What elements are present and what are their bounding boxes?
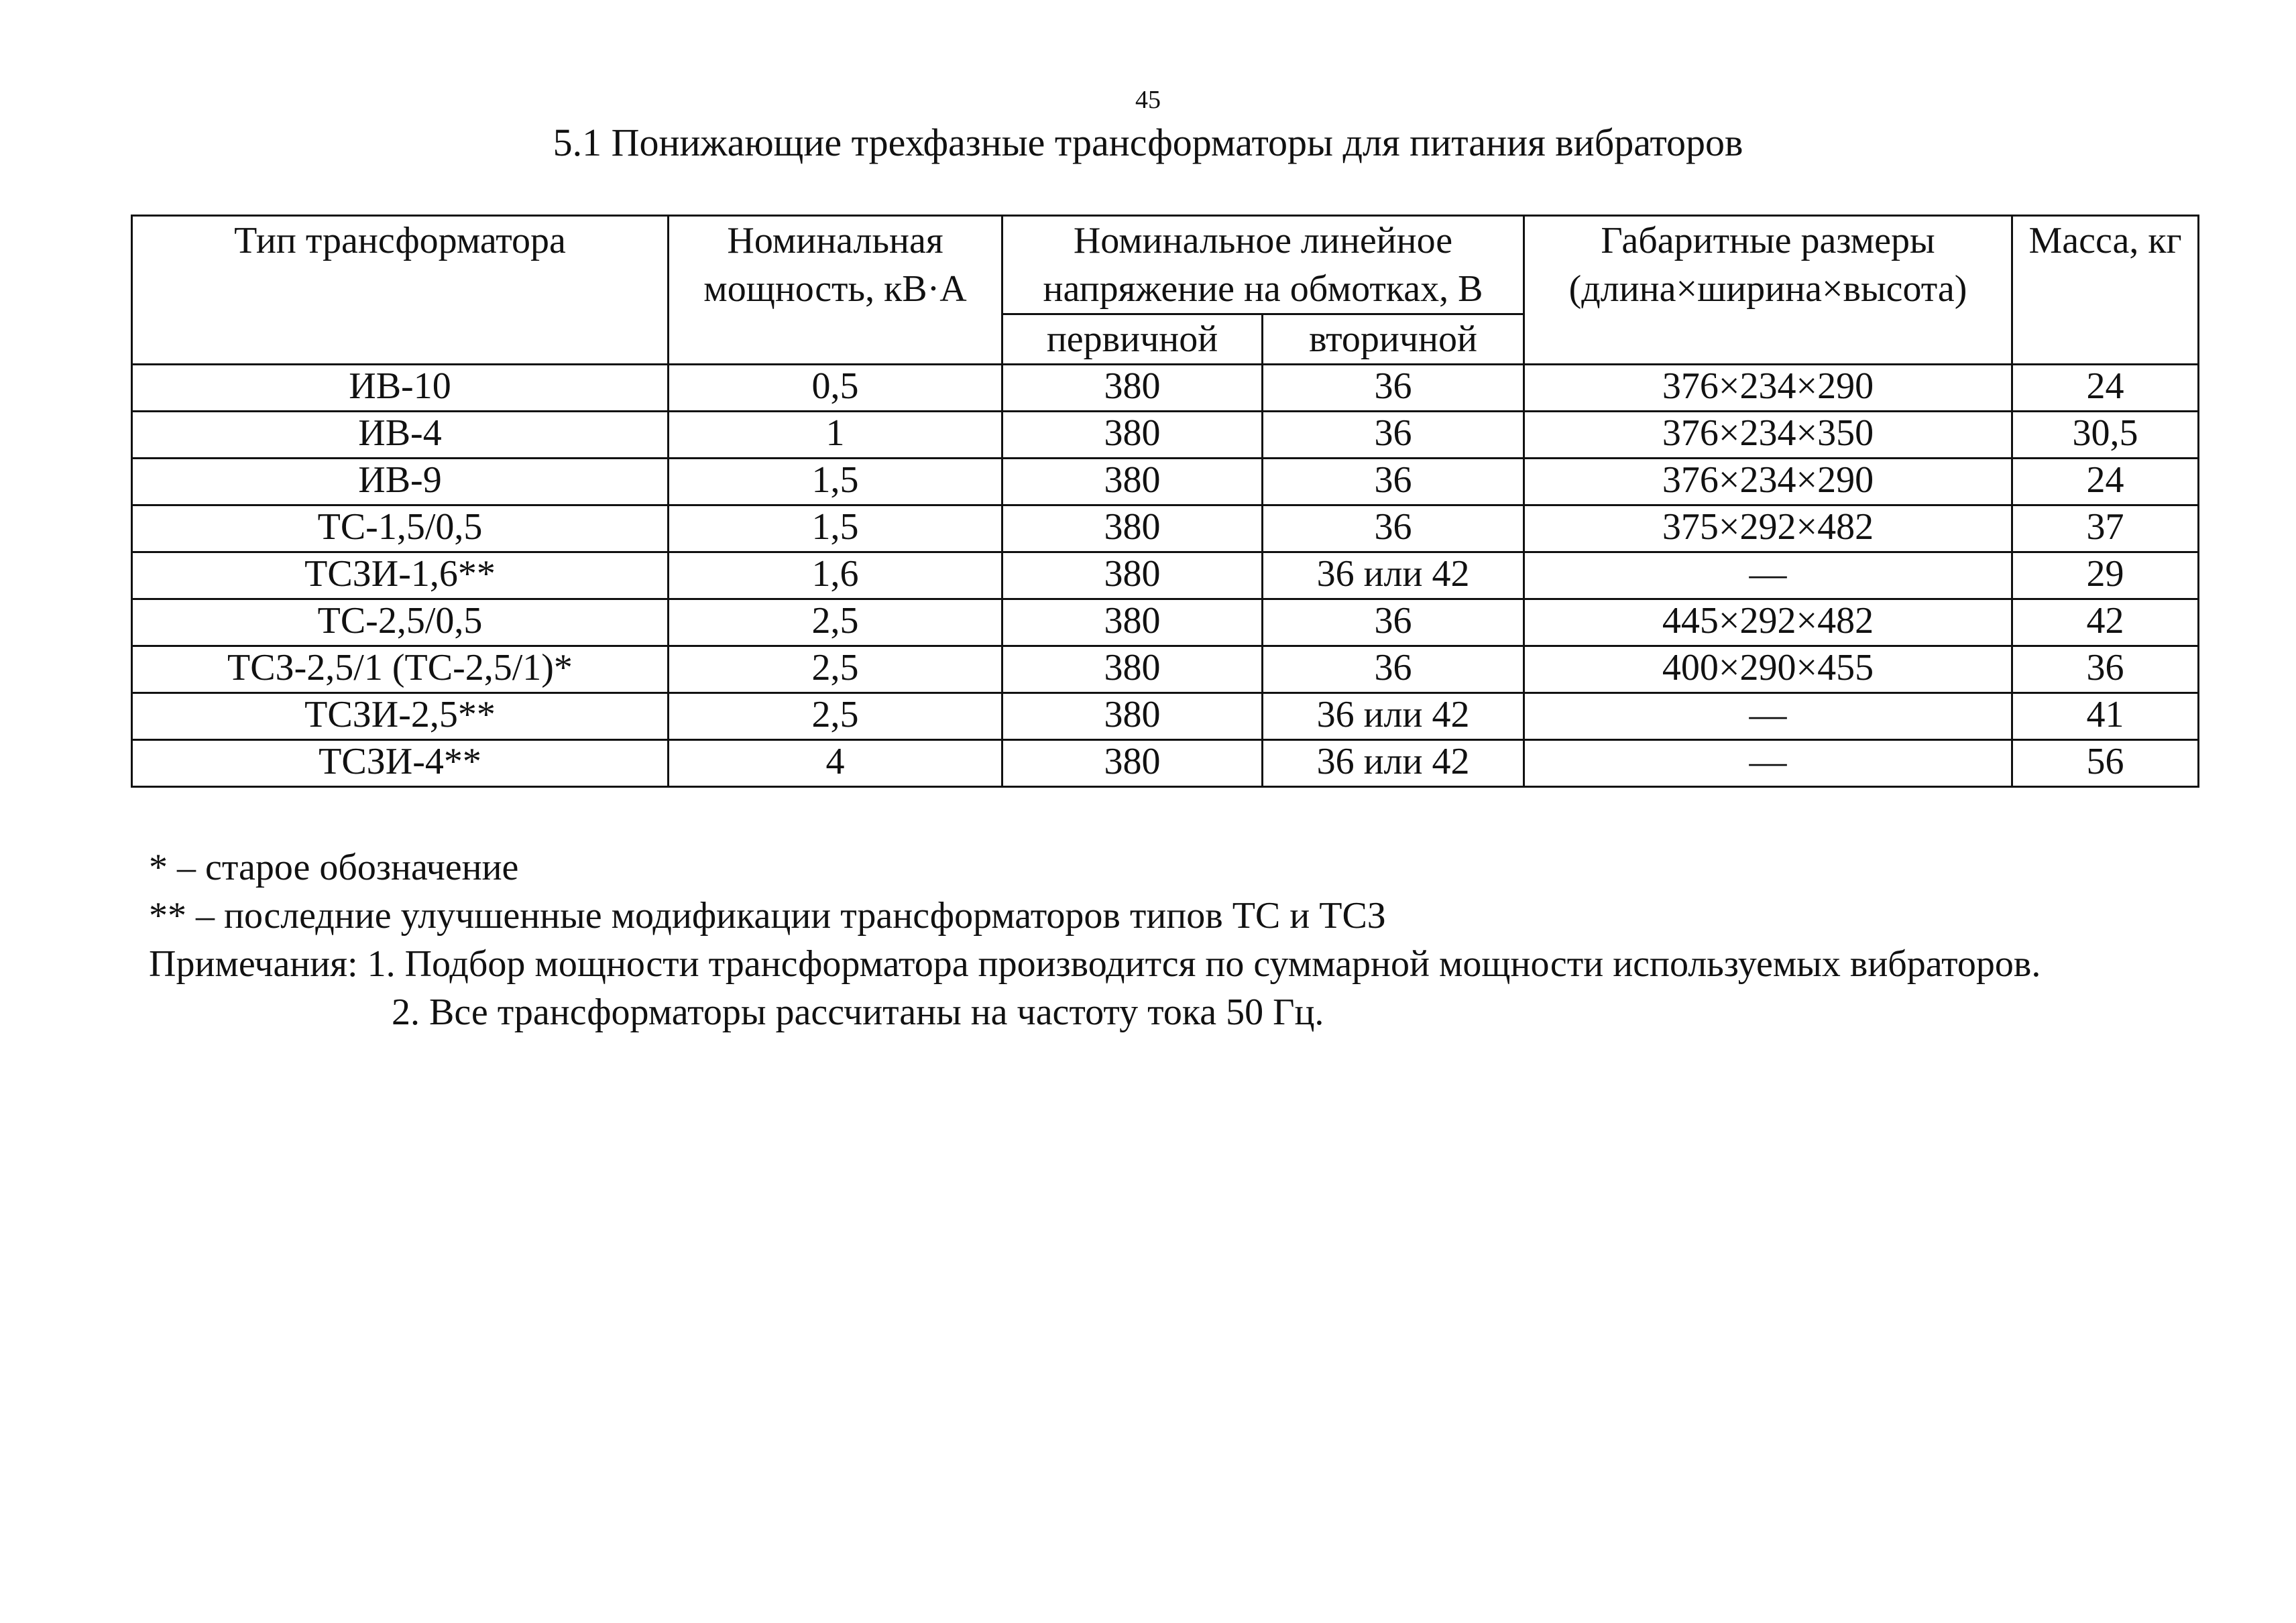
cell-dimensions: 376×234×290 xyxy=(1524,365,2012,412)
table-row xyxy=(132,552,2199,599)
notes-section xyxy=(149,843,2228,1036)
cell-voltage-primary: 380 xyxy=(1002,459,1263,505)
cell-dimensions: — xyxy=(1524,693,2012,740)
cell-power: 1 xyxy=(669,412,1002,459)
cell-type: ТС-2,5/0,5 xyxy=(132,599,669,646)
cell-voltage-secondary: 36 xyxy=(1263,459,1524,505)
cell-dimensions: 376×234×350 xyxy=(1524,412,2012,459)
table-row xyxy=(132,740,2199,787)
header-type: Тип трансформатора xyxy=(132,216,669,365)
cell-power: 2,5 xyxy=(669,646,1002,693)
header-mass: Масса, кг xyxy=(2012,216,2199,365)
header-voltage-primary: первичной xyxy=(1002,314,1263,365)
cell-voltage-primary: 380 xyxy=(1002,740,1263,787)
cell-voltage-primary: 380 xyxy=(1002,693,1263,740)
cell-voltage-secondary: 36 xyxy=(1263,365,1524,412)
cell-type: ИВ-10 xyxy=(132,365,669,412)
table-body xyxy=(132,365,2199,787)
cell-power: 1,5 xyxy=(669,505,1002,552)
footnote-improved-modifications: ** – последние улучшенные модификации трансформаторов типов ТС и ТСЗ xyxy=(149,895,1386,937)
cell-mass: 30,5 xyxy=(2012,412,2199,459)
cell-dimensions: — xyxy=(1524,740,2012,787)
cell-dimensions: 400×290×455 xyxy=(1524,646,2012,693)
cell-power: 0,5 xyxy=(669,365,1002,412)
cell-type: ТСЗИ-4** xyxy=(132,740,669,787)
cell-voltage-secondary: 36 xyxy=(1263,412,1524,459)
cell-voltage-primary: 380 xyxy=(1002,365,1263,412)
cell-type: ИВ-9 xyxy=(132,459,669,505)
cell-dimensions: 376×234×290 xyxy=(1524,459,2012,505)
cell-mass: 42 xyxy=(2012,599,2199,646)
cell-voltage-primary: 380 xyxy=(1002,412,1263,459)
cell-power: 2,5 xyxy=(669,693,1002,740)
cell-voltage-primary: 380 xyxy=(1002,552,1263,599)
cell-mass: 24 xyxy=(2012,365,2199,412)
cell-power: 4 xyxy=(669,740,1002,787)
page-number: 45 xyxy=(1135,86,1161,114)
table-row xyxy=(132,412,2199,459)
cell-voltage-secondary: 36 xyxy=(1263,599,1524,646)
cell-voltage-secondary: 36 xyxy=(1263,646,1524,693)
cell-type: ТСЗ-2,5/1 (ТС-2,5/1)* xyxy=(132,646,669,693)
cell-type: ТСЗИ-1,6** xyxy=(132,552,669,599)
cell-mass: 41 xyxy=(2012,693,2199,740)
cell-voltage-secondary: 36 или 42 xyxy=(1263,552,1524,599)
cell-type: ТСЗИ-2,5** xyxy=(132,693,669,740)
transformer-spec-table xyxy=(131,215,2199,788)
cell-mass: 37 xyxy=(2012,505,2199,552)
page-title: 5.1 Понижающие трехфазные трансформаторы для питания вибраторов xyxy=(553,121,1743,164)
cell-dimensions: 375×292×482 xyxy=(1524,505,2012,552)
cell-voltage-primary: 380 xyxy=(1002,505,1263,552)
header-dimensions: Габаритные размеры (длина×ширина×высота) xyxy=(1524,216,2012,365)
table-row xyxy=(132,599,2199,646)
table-row xyxy=(132,365,2199,412)
table-row xyxy=(132,693,2199,740)
cell-voltage-primary: 380 xyxy=(1002,599,1263,646)
cell-dimensions: 445×292×482 xyxy=(1524,599,2012,646)
cell-dimensions: — xyxy=(1524,552,2012,599)
note-power-selection: Примечания: 1. Подбор мощности трансформатора производится по суммарной мощности используемых вибраторов. xyxy=(149,943,2041,985)
cell-mass: 29 xyxy=(2012,552,2199,599)
cell-mass: 36 xyxy=(2012,646,2199,693)
header-voltage-secondary: вторичной xyxy=(1263,314,1524,365)
cell-mass: 56 xyxy=(2012,740,2199,787)
table-row xyxy=(132,646,2199,693)
cell-voltage-primary: 380 xyxy=(1002,646,1263,693)
cell-voltage-secondary: 36 или 42 xyxy=(1263,740,1524,787)
cell-power: 1,5 xyxy=(669,459,1002,505)
cell-type: ИВ-4 xyxy=(132,412,669,459)
cell-mass: 24 xyxy=(2012,459,2199,505)
cell-power: 2,5 xyxy=(669,599,1002,646)
table-row xyxy=(132,505,2199,552)
cell-voltage-secondary: 36 или 42 xyxy=(1263,693,1524,740)
note-frequency: 2. Все трансформаторы рассчитаны на частоту тока 50 Гц. xyxy=(392,991,1324,1033)
header-row xyxy=(132,216,2199,314)
cell-type: ТС-1,5/0,5 xyxy=(132,505,669,552)
header-voltage: Номинальное линейное напряжение на обмотках, В xyxy=(1002,216,1524,314)
cell-power: 1,6 xyxy=(669,552,1002,599)
cell-voltage-secondary: 36 xyxy=(1263,505,1524,552)
header-power: Номинальная мощность, кВ·А xyxy=(669,216,1002,365)
table-header xyxy=(132,216,2199,365)
table-row xyxy=(132,459,2199,505)
footnote-old-designation: * – старое обозначение xyxy=(149,847,519,888)
